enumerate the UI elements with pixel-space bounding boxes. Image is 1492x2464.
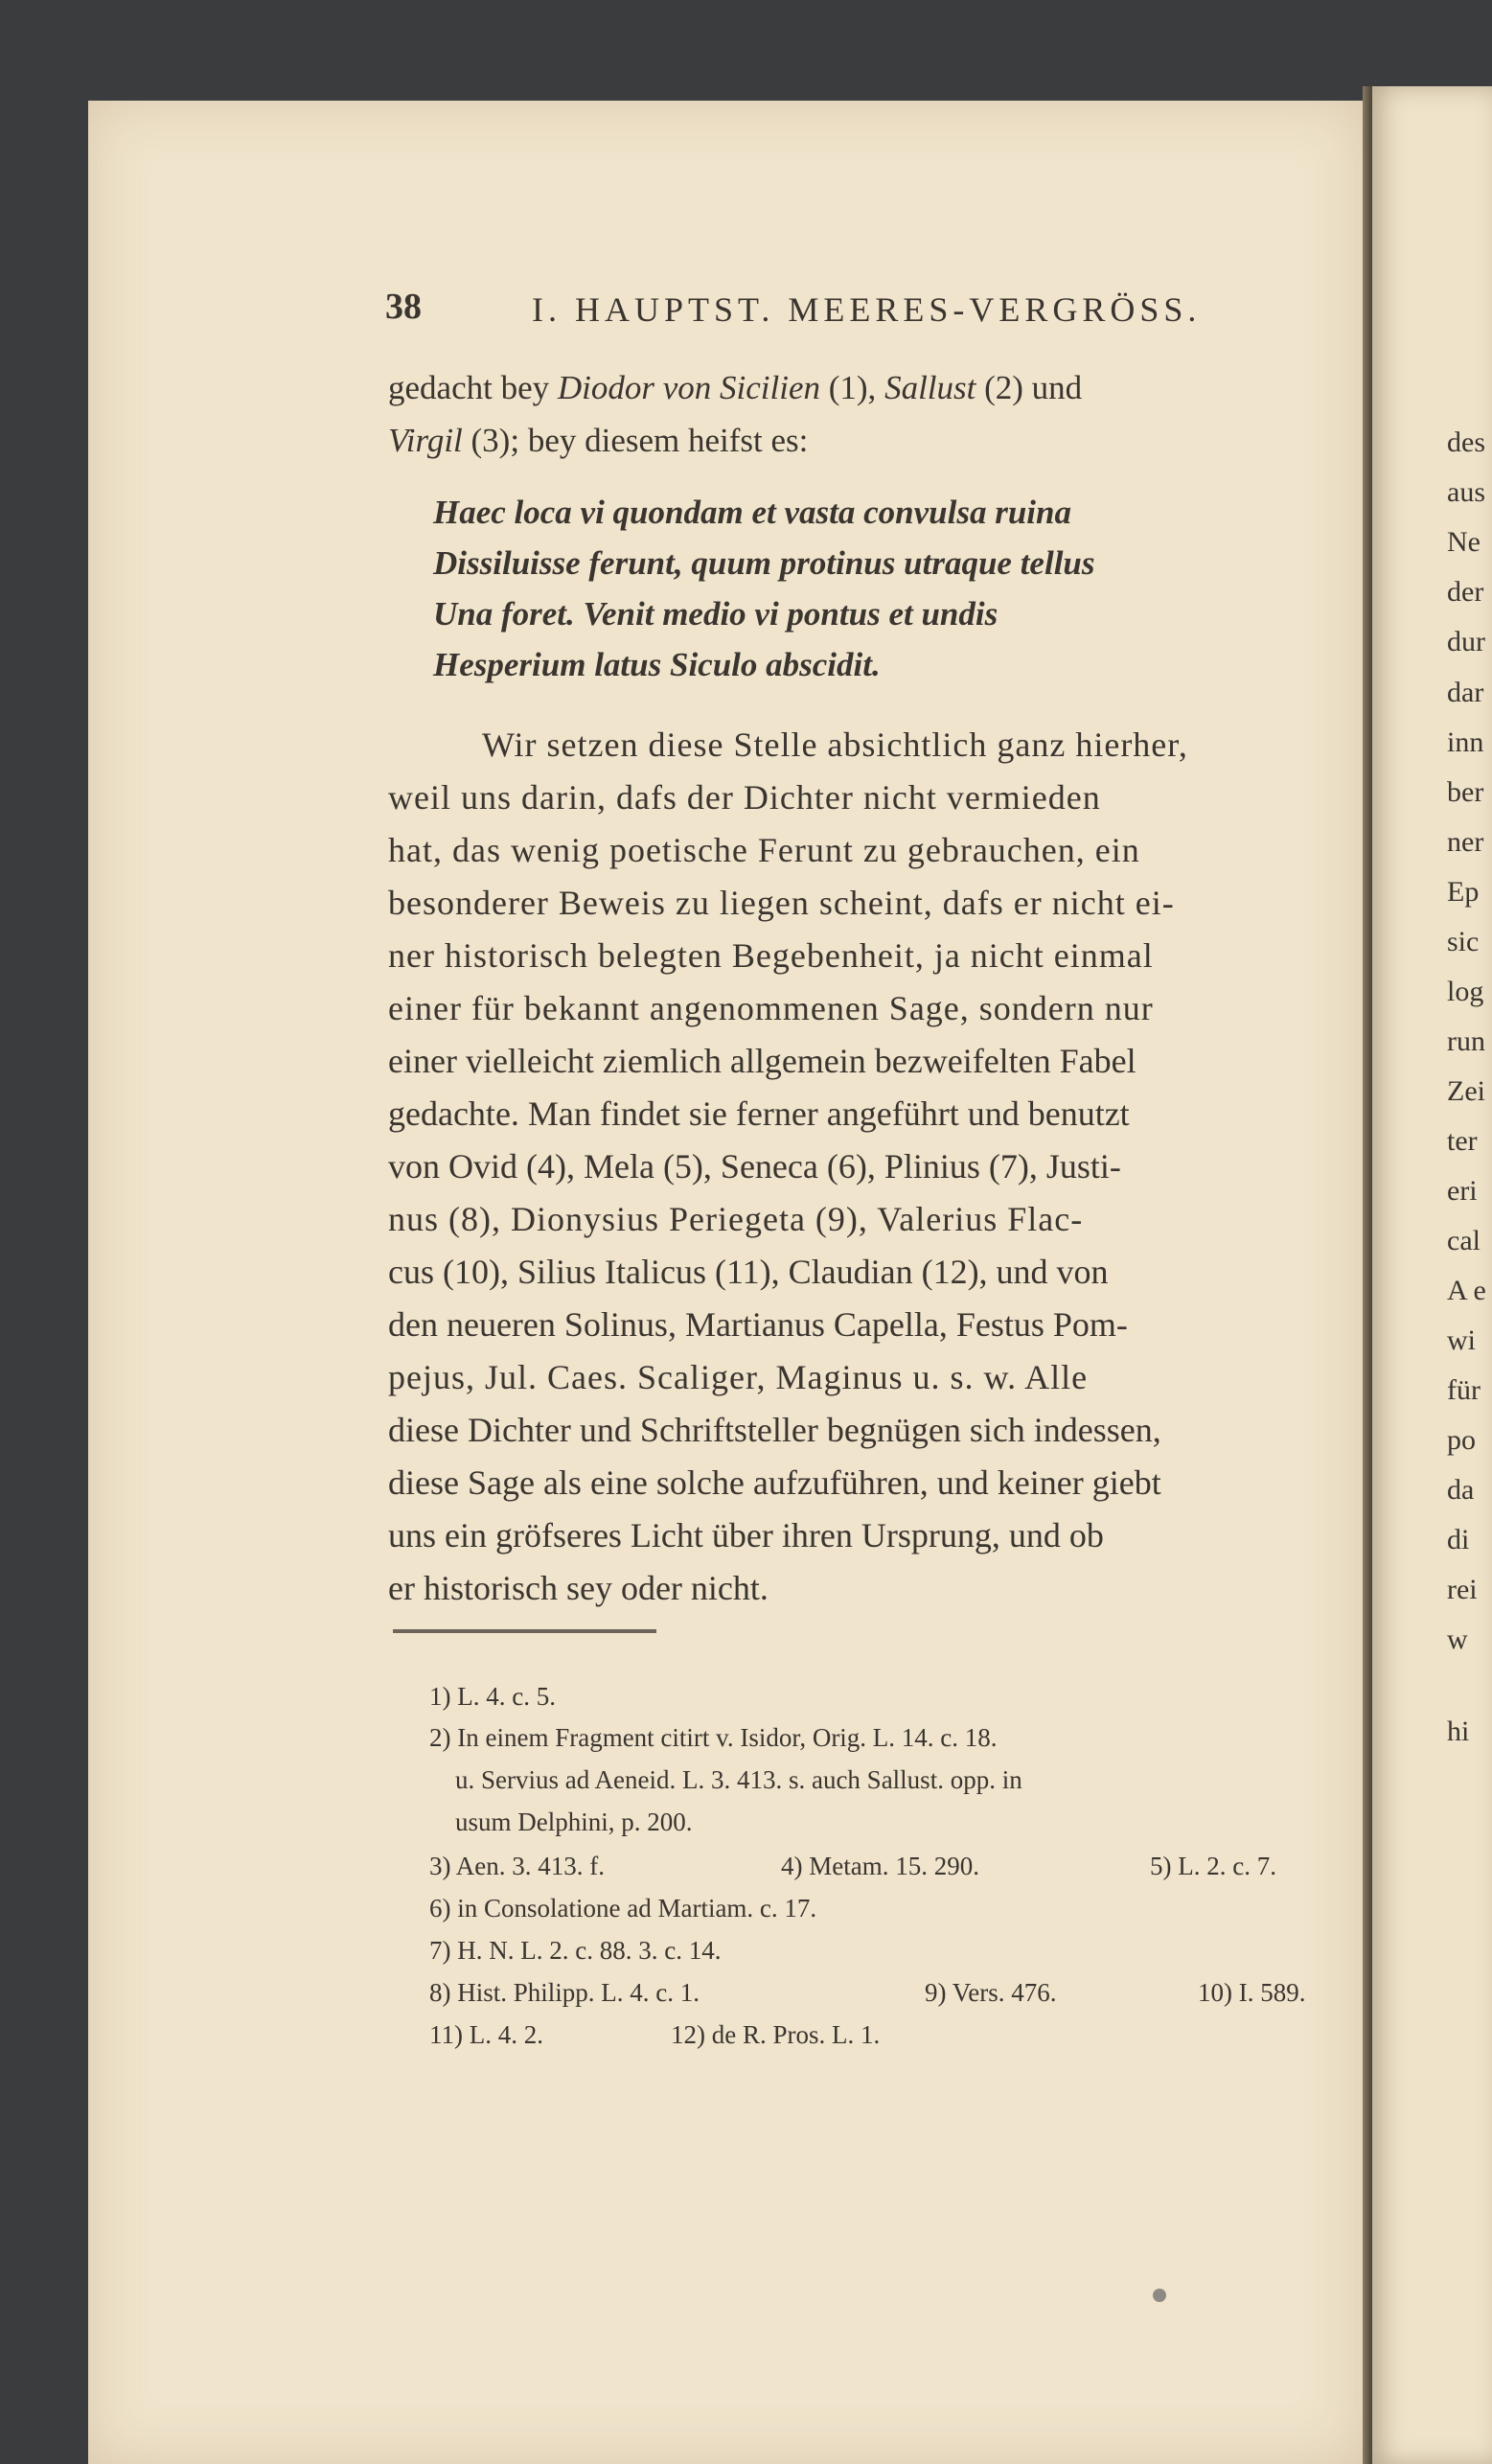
paragraph-line: diese Sage als eine solche aufzuführen, und keiner giebt bbox=[388, 1463, 1161, 1502]
adjacent-line-fragment: des bbox=[1447, 426, 1485, 458]
adjacent-line-fragment: ter bbox=[1447, 1125, 1478, 1157]
adjacent-line-fragment: cal bbox=[1447, 1225, 1481, 1256]
adjacent-line-fragment: Zei bbox=[1447, 1075, 1485, 1107]
paragraph-line: hat, das wenig poetische Ferunt zu gebrauchen, ein bbox=[388, 831, 1140, 869]
paragraph-line: ner historisch belegten Begebenheit, ja nicht einmal bbox=[388, 936, 1154, 975]
footnote: 7) H. N. L. 2. c. 88. 3. c. 14. bbox=[429, 1936, 722, 1965]
paragraph-line: pejus, Jul. Caes. Scaliger, Maginus u. s. w. Alle bbox=[388, 1358, 1089, 1396]
adjacent-line-fragment: eri bbox=[1447, 1175, 1478, 1207]
footnote: 10) I. 589. bbox=[1198, 1978, 1306, 2007]
ink-spot bbox=[1153, 2289, 1166, 2302]
adjacent-line-fragment: sic bbox=[1447, 926, 1480, 957]
adjacent-line-fragment: ber bbox=[1447, 776, 1484, 808]
paragraph-line: cus (10), Silius Italicus (11), Claudian (12), und von bbox=[388, 1253, 1109, 1291]
footnote: 11) L. 4. 2. bbox=[429, 2020, 543, 2049]
adjacent-line-fragment: ner bbox=[1447, 826, 1484, 858]
adjacent-line-fragment: aus bbox=[1447, 476, 1485, 508]
footnote-divider bbox=[393, 1629, 656, 1633]
footnote: 12) de R. Pros. L. 1. bbox=[671, 2020, 881, 2049]
adjacent-line-fragment: run bbox=[1447, 1025, 1485, 1057]
adjacent-line-fragment: po bbox=[1447, 1424, 1476, 1456]
footnote: 2) In einem Fragment citirt v. Isidor, Orig. L. 14. c. 18. bbox=[429, 1723, 998, 1752]
adjacent-line-fragment: Ep bbox=[1447, 876, 1480, 908]
paragraph-line: diese Dichter und Schriftsteller begnügen sich indessen, bbox=[388, 1411, 1161, 1449]
footnote: 1) L. 4. c. 5. bbox=[429, 1682, 556, 1711]
adjacent-line-fragment: w bbox=[1447, 1623, 1468, 1655]
intro-line: Virgil (3); bey diesem heifst es: bbox=[388, 422, 809, 459]
adjacent-line-fragment: für bbox=[1447, 1374, 1481, 1406]
adjacent-line-fragment: A e bbox=[1447, 1275, 1486, 1306]
footnote: 4) Metam. 15. 290. bbox=[781, 1852, 979, 1880]
footnote: 3) Aen. 3. 413. f. bbox=[429, 1852, 605, 1880]
footnote: 8) Hist. Philipp. L. 4. c. 1. bbox=[429, 1978, 700, 2007]
adjacent-line-fragment: dar bbox=[1447, 677, 1484, 708]
quote-line: Hesperium latus Siculo abscidit. bbox=[433, 646, 881, 683]
adjacent-line-fragment: der bbox=[1447, 576, 1484, 608]
paragraph-line: einer vielleicht ziemlich allgemein bezweifelten Fabel bbox=[388, 1042, 1136, 1080]
quote-line: Una foret. Venit medio vi pontus et undis bbox=[433, 595, 998, 633]
quote-line: Haec loca vi quondam et vasta convulsa ruina bbox=[433, 494, 1071, 531]
adjacent-line-fragment: Ne bbox=[1447, 526, 1481, 558]
paragraph-line: er historisch sey oder nicht. bbox=[388, 1569, 769, 1607]
adjacent-line-fragment: hi bbox=[1447, 1716, 1470, 1747]
paragraph-line: den neueren Solinus, Martianus Capella, Festus Pom- bbox=[388, 1305, 1128, 1344]
footnote: u. Servius ad Aeneid. L. 3. 413. s. auch Sallust. opp. in bbox=[455, 1765, 1022, 1794]
paragraph-line: Wir setzen diese Stelle absichtlich ganz hierher, bbox=[482, 725, 1188, 764]
paragraph-line: weil uns darin, dafs der Dichter nicht vermieden bbox=[388, 778, 1101, 817]
paragraph-line: nus (8), Dionysius Periegeta (9), Valerius Flac- bbox=[388, 1200, 1084, 1238]
paragraph-line: besonderer Beweis zu liegen scheint, dafs er nicht ei- bbox=[388, 884, 1175, 922]
paragraph-line: einer für bekannt angenommenen Sage, sondern nur bbox=[388, 989, 1154, 1027]
paragraph-line: uns ein gröfseres Licht über ihren Ursprung, und ob bbox=[388, 1516, 1104, 1554]
paragraph-line: gedachte. Man findet sie ferner angeführt und benutzt bbox=[388, 1094, 1130, 1133]
footnote: 6) in Consolatione ad Martiam. c. 17. bbox=[429, 1894, 817, 1923]
page-number: 38 bbox=[385, 287, 422, 327]
footnote: usum Delphini, p. 200. bbox=[455, 1808, 693, 1836]
paragraph-line: von Ovid (4), Mela (5), Seneca (6), Plinius (7), Justi- bbox=[388, 1147, 1121, 1186]
intro-line: gedacht bey Diodor von Sicilien (1), Sallust (2) und bbox=[388, 369, 1083, 406]
adjacent-line-fragment: log bbox=[1447, 976, 1484, 1007]
adjacent-line-fragment: da bbox=[1447, 1474, 1475, 1506]
adjacent-line-fragment: dur bbox=[1447, 626, 1485, 657]
adjacent-line-fragment: di bbox=[1447, 1524, 1470, 1555]
footnote: 9) Vers. 476. bbox=[925, 1978, 1057, 2007]
running-title: I. HAUPTST. MEERES-VERGRÖSS. bbox=[532, 290, 1202, 329]
footnote: 5) L. 2. c. 7. bbox=[1150, 1852, 1276, 1880]
adjacent-line-fragment: rei bbox=[1447, 1574, 1478, 1605]
adjacent-line-fragment: inn bbox=[1447, 726, 1484, 758]
adjacent-line-fragment: wi bbox=[1447, 1324, 1476, 1356]
quote-line: Dissiluisse ferunt, quum protinus utraque tellus bbox=[433, 544, 1095, 582]
